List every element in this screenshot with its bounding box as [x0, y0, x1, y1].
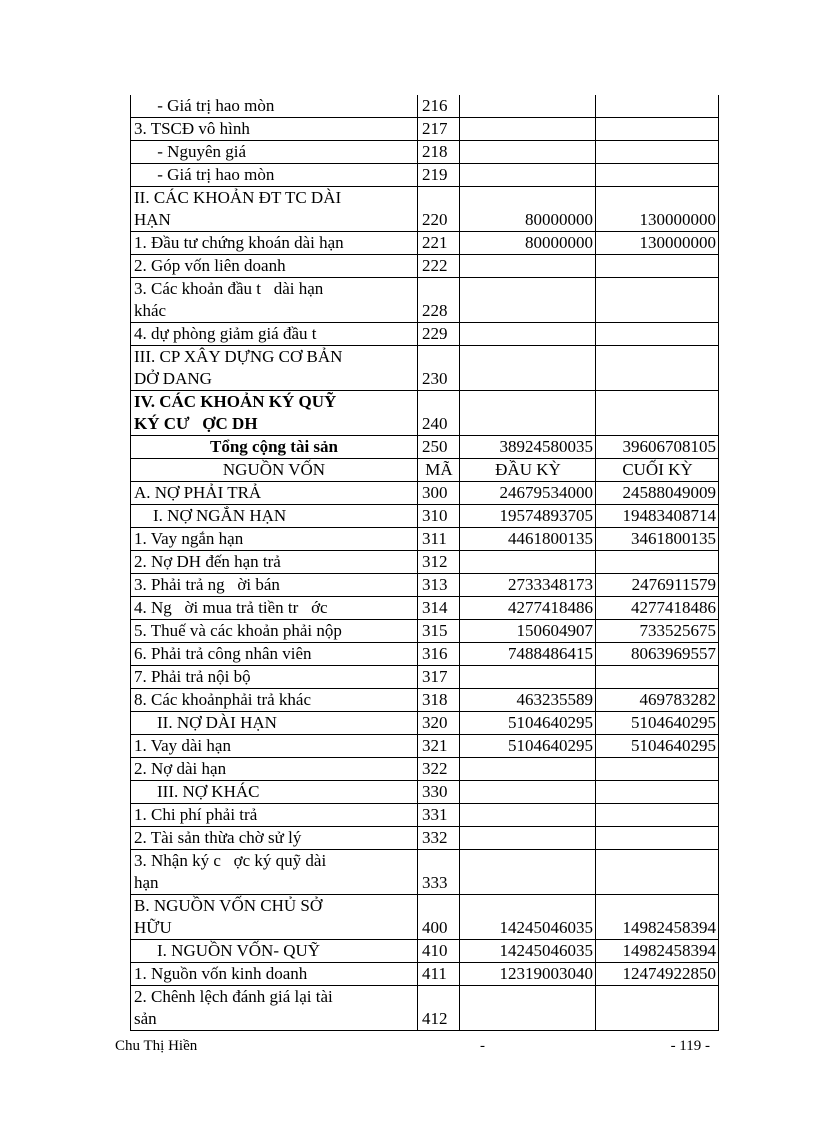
row-code: 412	[418, 986, 460, 1031]
row-end-value: 12474922850	[596, 963, 719, 986]
row-start-value	[460, 391, 596, 436]
row-description: - Nguyên giá	[131, 141, 418, 164]
row-code: 310	[418, 505, 460, 528]
table-row	[131, 505, 719, 528]
row-description: 2. Tài sản thừa chờ sử lý	[131, 827, 418, 850]
row-end-value	[596, 255, 719, 278]
balance-sheet-table	[130, 95, 719, 1031]
table-row	[131, 758, 719, 781]
table-row	[131, 850, 719, 895]
row-description: 4. Ng ời mua trả tiền tr ớc	[131, 597, 418, 620]
table-row	[131, 620, 719, 643]
row-start-value	[460, 551, 596, 574]
row-description-line: III. CP XÂY DỰNG CƠ BẢN	[134, 347, 343, 366]
row-code: 320	[418, 712, 460, 735]
table-row	[131, 346, 719, 391]
table-row	[131, 689, 719, 712]
row-end-value: 14982458394	[596, 895, 719, 940]
row-description	[131, 187, 418, 232]
row-description-line: hạn	[134, 873, 159, 892]
row-code: 240	[418, 391, 460, 436]
row-description-line: HẠN	[134, 210, 171, 229]
row-code: 400	[418, 895, 460, 940]
footer-separator: -	[480, 1038, 485, 1054]
table-row	[131, 278, 719, 323]
table-row	[131, 118, 719, 141]
row-start-value: 80000000	[460, 187, 596, 232]
row-start-value	[460, 278, 596, 323]
table-row	[131, 551, 719, 574]
row-end-value: 130000000	[596, 232, 719, 255]
row-code: MÃ	[418, 459, 460, 482]
table-row	[131, 643, 719, 666]
row-description	[131, 895, 418, 940]
row-description: III. NỢ KHÁC	[131, 781, 418, 804]
table-row	[131, 187, 719, 232]
row-description-line: HỮU	[134, 918, 172, 937]
row-end-value: 3461800135	[596, 528, 719, 551]
row-description: 7. Phải trả nội bộ	[131, 666, 418, 689]
row-code: 218	[418, 141, 460, 164]
row-end-value	[596, 346, 719, 391]
row-code: 317	[418, 666, 460, 689]
table-row	[131, 895, 719, 940]
row-start-value	[460, 346, 596, 391]
row-code: 228	[418, 278, 460, 323]
row-description: 2. Góp vốn liên doanh	[131, 255, 418, 278]
row-end-value	[596, 391, 719, 436]
row-start-value: 7488486415	[460, 643, 596, 666]
row-description: 1. Chi phí phải trả	[131, 804, 418, 827]
row-description: I. NGUỒN VỐN- QUỸ	[131, 940, 418, 963]
row-end-value	[596, 278, 719, 323]
row-end-value	[596, 986, 719, 1031]
row-start-value	[460, 141, 596, 164]
row-end-value: 24588049009	[596, 482, 719, 505]
row-code: 230	[418, 346, 460, 391]
table-row	[131, 232, 719, 255]
row-description-line: 3. Nhận ký c ợc ký quỹ dài	[134, 851, 327, 870]
table-row	[131, 827, 719, 850]
row-start-value: 2733348173	[460, 574, 596, 597]
row-start-value	[460, 666, 596, 689]
table-row	[131, 963, 719, 986]
row-end-value	[596, 141, 719, 164]
row-description-line: IV. CÁC KHOẢN KÝ QUỸ	[134, 392, 337, 411]
row-description-line: sản	[134, 1009, 157, 1028]
row-description: 8. Các khoảnphải trả khác	[131, 689, 418, 712]
row-start-value	[460, 758, 596, 781]
row-description	[131, 986, 418, 1031]
row-end-value	[596, 118, 719, 141]
row-start-value: 5104640295	[460, 712, 596, 735]
row-start-value: 14245046035	[460, 940, 596, 963]
row-description: 1. Vay dài hạn	[131, 735, 418, 758]
row-code: 332	[418, 827, 460, 850]
row-code: 216	[418, 95, 460, 118]
row-start-value: 14245046035	[460, 895, 596, 940]
table-row	[131, 459, 719, 482]
row-description: 1. Đầu tư chứng khoán dài hạn	[131, 232, 418, 255]
row-start-value: 463235589	[460, 689, 596, 712]
table-row	[131, 712, 719, 735]
row-description	[131, 850, 418, 895]
row-code: 311	[418, 528, 460, 551]
row-end-value: 733525675	[596, 620, 719, 643]
row-description-line: khác	[134, 301, 167, 320]
row-end-value: 14982458394	[596, 940, 719, 963]
row-end-value: 469783282	[596, 689, 719, 712]
table-row	[131, 141, 719, 164]
row-description-line: 2. Chênh lệch đánh giá lại tài	[134, 987, 333, 1006]
table-row	[131, 781, 719, 804]
footer-page-number: - 119 -	[670, 1038, 710, 1054]
row-description	[131, 391, 418, 436]
row-description: NGUỒN VỐN	[131, 459, 418, 482]
row-end-value: 19483408714	[596, 505, 719, 528]
row-description: 4. dự phòng giảm giá đầu t	[131, 323, 418, 346]
table-row	[131, 574, 719, 597]
row-start-value	[460, 255, 596, 278]
row-end-value	[596, 95, 719, 118]
row-code: 318	[418, 689, 460, 712]
row-code: 410	[418, 940, 460, 963]
row-code: 322	[418, 758, 460, 781]
row-description-line: II. CÁC KHOẢN ĐT TC DÀI	[134, 188, 342, 207]
row-start-value	[460, 323, 596, 346]
row-code: 300	[418, 482, 460, 505]
row-description: 2. Nợ DH đến hạn trả	[131, 551, 418, 574]
table-row	[131, 666, 719, 689]
row-description: II. NỢ DÀI HẠN	[131, 712, 418, 735]
row-start-value: 5104640295	[460, 735, 596, 758]
row-end-value: CUỐI KỲ	[596, 459, 719, 482]
row-end-value	[596, 781, 719, 804]
row-start-value: 80000000	[460, 232, 596, 255]
row-end-value: 39606708105	[596, 436, 719, 459]
row-start-value: 4277418486	[460, 597, 596, 620]
row-start-value	[460, 95, 596, 118]
row-start-value: ĐẦU KỲ	[460, 459, 596, 482]
table-row	[131, 391, 719, 436]
row-code: 314	[418, 597, 460, 620]
row-end-value: 4277418486	[596, 597, 719, 620]
row-description-line: KÝ CƯ ỢC DH	[134, 414, 258, 433]
row-description: 3. Phải trả ng ời bán	[131, 574, 418, 597]
row-start-value: 38924580035	[460, 436, 596, 459]
row-end-value	[596, 551, 719, 574]
row-code: 229	[418, 323, 460, 346]
row-start-value	[460, 986, 596, 1031]
table-row	[131, 323, 719, 346]
row-start-value	[460, 118, 596, 141]
row-start-value	[460, 781, 596, 804]
row-description-line: 3. Các khoản đầu t dài hạn	[134, 279, 324, 298]
row-end-value: 130000000	[596, 187, 719, 232]
footer-author: Chu Thị Hiền	[115, 1038, 198, 1054]
row-code: 219	[418, 164, 460, 187]
row-end-value	[596, 804, 719, 827]
row-code: 321	[418, 735, 460, 758]
row-start-value: 24679534000	[460, 482, 596, 505]
row-description: A. NỢ PHẢI TRẢ	[131, 482, 418, 505]
row-end-value: 5104640295	[596, 735, 719, 758]
row-start-value: 4461800135	[460, 528, 596, 551]
row-code: 217	[418, 118, 460, 141]
row-end-value	[596, 164, 719, 187]
row-end-value: 5104640295	[596, 712, 719, 735]
table-row	[131, 597, 719, 620]
row-start-value: 150604907	[460, 620, 596, 643]
row-code: 221	[418, 232, 460, 255]
row-end-value	[596, 758, 719, 781]
row-end-value	[596, 827, 719, 850]
row-start-value	[460, 804, 596, 827]
row-description: - Giá trị hao mòn	[131, 164, 418, 187]
row-code: 331	[418, 804, 460, 827]
row-description: 2. Nợ dài hạn	[131, 758, 418, 781]
row-description: 1. Vay ngắn hạn	[131, 528, 418, 551]
table-row	[131, 255, 719, 278]
row-code: 316	[418, 643, 460, 666]
row-description	[131, 346, 418, 391]
table-row	[131, 735, 719, 758]
table-row	[131, 528, 719, 551]
row-end-value	[596, 323, 719, 346]
row-description: - Giá trị hao mòn	[131, 95, 418, 118]
row-description: I. NỢ NGẮN HẠN	[131, 505, 418, 528]
row-description: 6. Phải trả công nhân viên	[131, 643, 418, 666]
row-end-value	[596, 850, 719, 895]
row-description: 3. TSCĐ vô hình	[131, 118, 418, 141]
page-footer	[115, 1038, 710, 1060]
row-code: 315	[418, 620, 460, 643]
row-end-value	[596, 666, 719, 689]
row-end-value: 2476911579	[596, 574, 719, 597]
table-row	[131, 940, 719, 963]
table-row	[131, 482, 719, 505]
row-code: 330	[418, 781, 460, 804]
row-description	[131, 278, 418, 323]
row-description-line: B. NGUỒN VỐN CHỦ SỞ	[134, 896, 323, 915]
row-start-value	[460, 850, 596, 895]
table-row	[131, 164, 719, 187]
row-end-value: 8063969557	[596, 643, 719, 666]
table-row	[131, 804, 719, 827]
row-description: 1. Nguồn vốn kinh doanh	[131, 963, 418, 986]
row-code: 220	[418, 187, 460, 232]
row-description-line: DỞ DANG	[134, 369, 212, 388]
row-code: 333	[418, 850, 460, 895]
row-code: 312	[418, 551, 460, 574]
row-start-value	[460, 164, 596, 187]
row-code: 313	[418, 574, 460, 597]
row-code: 250	[418, 436, 460, 459]
row-description: Tổng cộng tài sản	[131, 436, 418, 459]
table-row	[131, 436, 719, 459]
row-code: 411	[418, 963, 460, 986]
row-start-value	[460, 827, 596, 850]
row-description: 5. Thuế và các khoản phải nộp	[131, 620, 418, 643]
row-start-value: 12319003040	[460, 963, 596, 986]
table-row	[131, 986, 719, 1031]
row-code: 222	[418, 255, 460, 278]
row-start-value: 19574893705	[460, 505, 596, 528]
table-row	[131, 95, 719, 118]
